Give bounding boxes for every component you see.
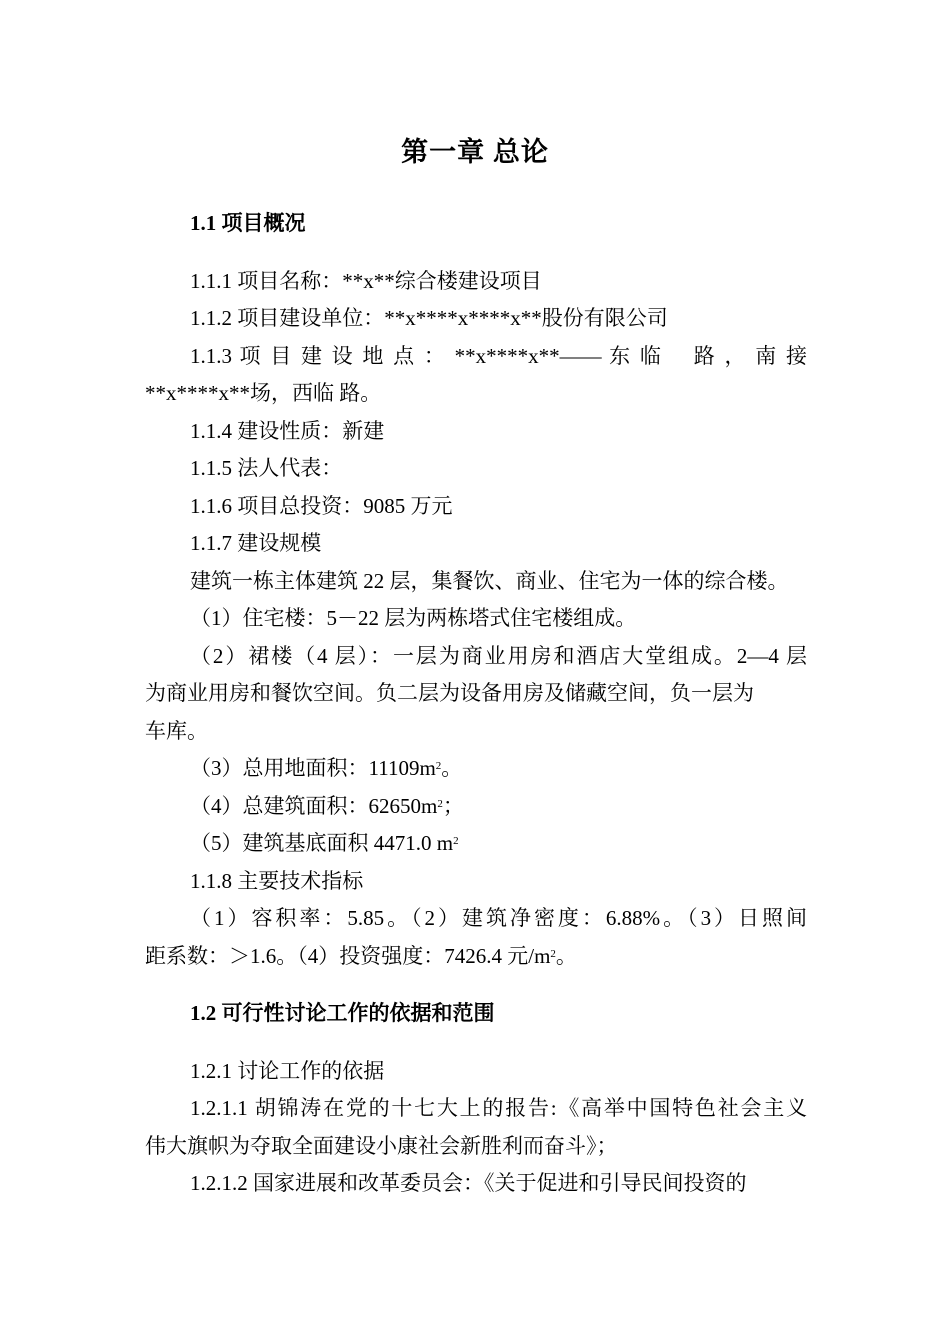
- construction-scale-heading: 1.1.7 建设规模: [190, 531, 322, 555]
- basis-1-line1: 1.2.1.1 胡锦涛在党的十七大上的报告:《高举中国特色社会主义: [190, 1096, 807, 1120]
- scale-item-3-text: （3）总用地面积：11109m: [190, 756, 436, 780]
- project-location-line2: **x****x**场，西临 路。: [145, 381, 382, 405]
- scale-item-5-text: （5）建筑基底面积 4471.0 m: [190, 831, 454, 855]
- legal-representative: 1.1.5 法人代表：: [190, 456, 343, 480]
- document-body: [145, 205, 807, 1203]
- scale-item-4-text: （4）总建筑面积：62650m: [190, 793, 438, 818]
- scale-item-4: [145, 788, 807, 826]
- superscript: 2: [437, 797, 443, 810]
- tech-indicators-line1: （1）容积率：5.85。（2）建筑净密度：6.88%。（3）日照间: [190, 906, 807, 930]
- basis-1-line2: 伟大旗帜为夺取全面建设小康社会新胜利而奋斗》；: [145, 1133, 618, 1158]
- total-investment: 1.1.6 项目总投资：9085 万元: [190, 493, 453, 518]
- chapter-title: 第一章 总论: [401, 137, 549, 167]
- project-name: 1.1.1 项目名称：**x**综合楼建设项目: [190, 268, 542, 293]
- punctuation: 。: [555, 943, 577, 968]
- scale-item-3: [145, 750, 807, 788]
- tech-indicators-line2: [145, 938, 807, 976]
- basis-2-line1: 1.2.1.2 国家进展和改革委员会：《关于促进和引导民间投资的: [190, 1171, 747, 1195]
- scale-item-2-line2: 为商业用房和餐饮空间。负二层为设备用房及储藏空间，负一层为: [145, 681, 754, 705]
- superscript: 2: [435, 760, 442, 772]
- tech-indicators-heading: 1.1.8 主要技术指标: [190, 868, 364, 893]
- scale-item-1: （1）住宅楼：5－22 层为两栋塔式住宅楼组成。: [190, 606, 637, 630]
- section-heading-1-1: 1.1 项目概况: [190, 211, 306, 235]
- superscript: 2: [453, 835, 459, 847]
- superscript: 2: [550, 947, 556, 960]
- construction-nature: 1.1.4 建设性质：新建: [190, 418, 385, 443]
- scale-item-5: [145, 825, 807, 863]
- project-location-line1: 1.1.3 项 目 建 设 地 点 ： **x****x**—— 东 临 路 ， 南 接: [190, 343, 807, 368]
- section-heading-1-2: 1.2 可行性讨论工作的依据和范围: [190, 1001, 495, 1025]
- scale-item-2-line1: （2）裙楼（4 层）：一层为商业用房和酒店大堂组成。2—4 层: [190, 643, 807, 668]
- construction-scale-text: 建筑一栋主体建筑 22 层，集餐饮、商业、住宅为一体的综合楼。: [190, 568, 789, 593]
- scale-item-2-line3: 车库。: [145, 718, 208, 743]
- punctuation: ；: [442, 793, 464, 818]
- punctuation: 。: [441, 756, 463, 780]
- project-unit: 1.1.2 项目建设单位：**x****x****x**股份有限公司: [190, 306, 668, 330]
- tech-indicators-line2-text: 距系数：＞1.6。（4）投资强度：7426.4 元/m: [145, 943, 551, 968]
- basis-heading: 1.2.1 讨论工作的依据: [190, 1058, 385, 1083]
